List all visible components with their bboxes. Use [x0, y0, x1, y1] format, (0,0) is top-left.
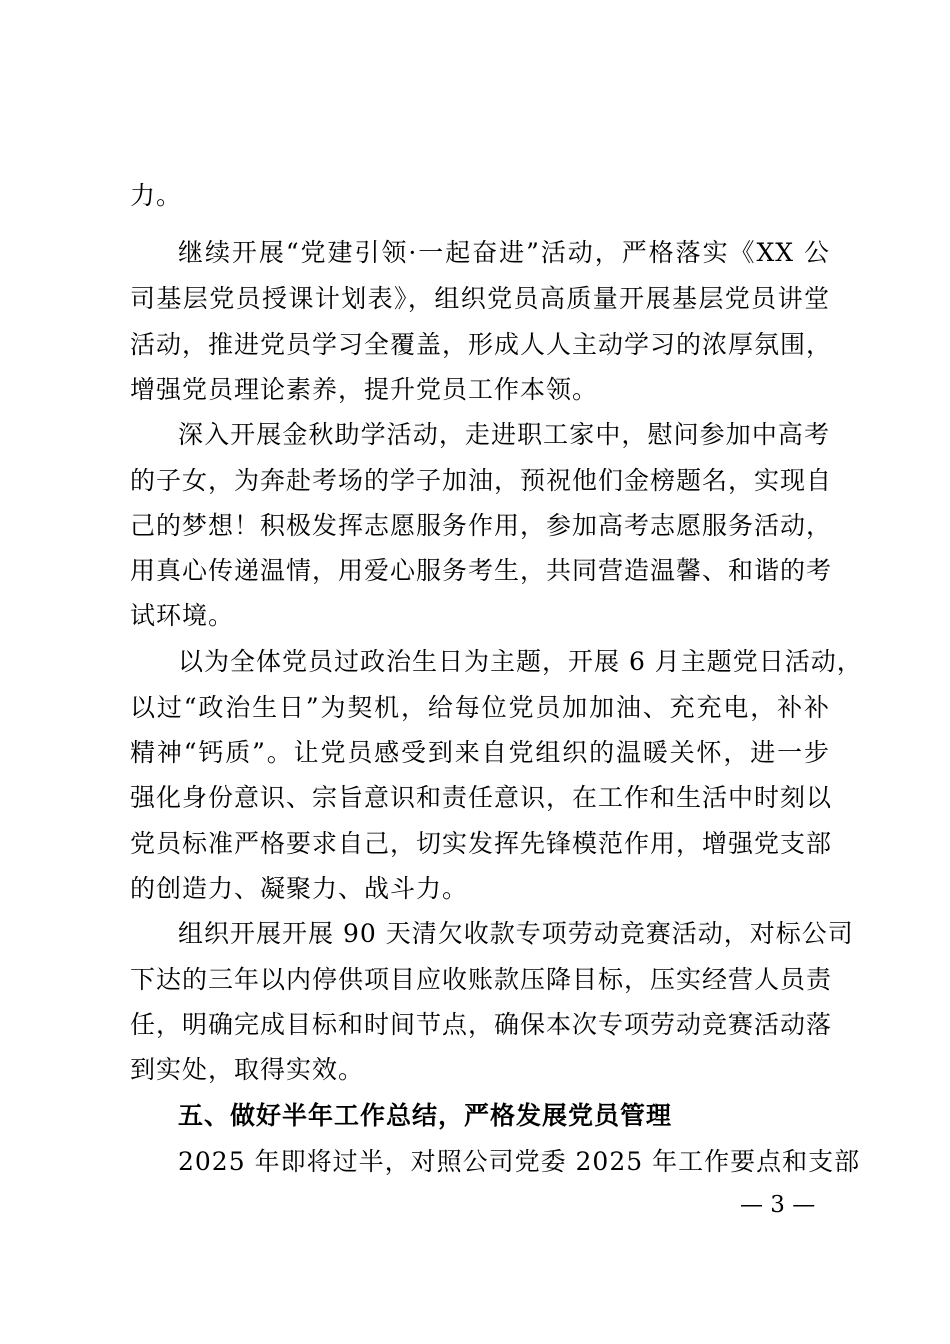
paragraph-line: 组织开展开展 90 天清欠收款专项劳动竞赛活动，对标公司 — [178, 919, 854, 948]
paragraph-line: 党员标准严格要求自己，切实发挥先锋模范作用，增强党支部 — [130, 829, 833, 858]
paragraph-line: 用真心传递温情，用爱心服务考生，共同营造温馨、和谐的考 — [130, 556, 833, 585]
paragraph-line: 强化身份意识、宗旨意识和责任意识，在工作和生活中时刻以 — [130, 783, 833, 812]
section-heading: 五、做好半年工作总结，严格发展党员管理 — [178, 1101, 673, 1130]
paragraph-line: 力。 — [130, 181, 183, 210]
paragraph-line: 继续开展“党建引领·一起奋进”活动，严格落实《XX 公 — [178, 238, 830, 267]
paragraph-line: 到实处，取得实效。 — [130, 1055, 365, 1084]
paragraph-line: 司基层党员授课计划表》，组织党员高质量开展基层党员讲堂 — [130, 284, 830, 313]
paragraph-line: 任，明确完成目标和时间节点，确保本次专项劳动竞赛活动落 — [130, 1010, 833, 1039]
paragraph-line: 试环境。 — [130, 601, 235, 630]
paragraph-line: 以为全体党员过政治生日为主题，开展 6 月主题党日活动， — [178, 647, 863, 676]
paragraph-line: 活动，推进党员学习全覆盖，形成人人主动学习的浓厚氛围， — [130, 330, 833, 359]
paragraph-line: 深入开展金秋助学活动，走进职工家中，慰问参加中高考 — [178, 420, 830, 449]
paragraph-line: 以过“政治生日”为契机，给每位党员加加油、充充电，补补 — [130, 693, 830, 722]
paragraph-line: 精神“钙质”。让党员感受到来自党组织的温暖关怀，进一步 — [130, 738, 830, 767]
paragraph-line: 2025 年即将过半，对照公司党委 2025 年工作要点和支部 — [178, 1147, 861, 1176]
paragraph-line: 的创造力、凝聚力、战斗力。 — [130, 874, 469, 903]
page-number: — 3 — — [740, 1192, 816, 1218]
paragraph-line: 己的梦想！积极发挥志愿服务作用，参加高考志愿服务活动， — [130, 511, 833, 540]
paragraph-line: 的子女，为奔赴考场的学子加油，预祝他们金榜题名，实现自 — [130, 466, 833, 495]
paragraph-line: 增强党员理论素养，提升党员工作本领。 — [130, 375, 599, 404]
paragraph-line: 下达的三年以内停供项目应收账款压降目标，压实经营人员责 — [130, 965, 833, 994]
